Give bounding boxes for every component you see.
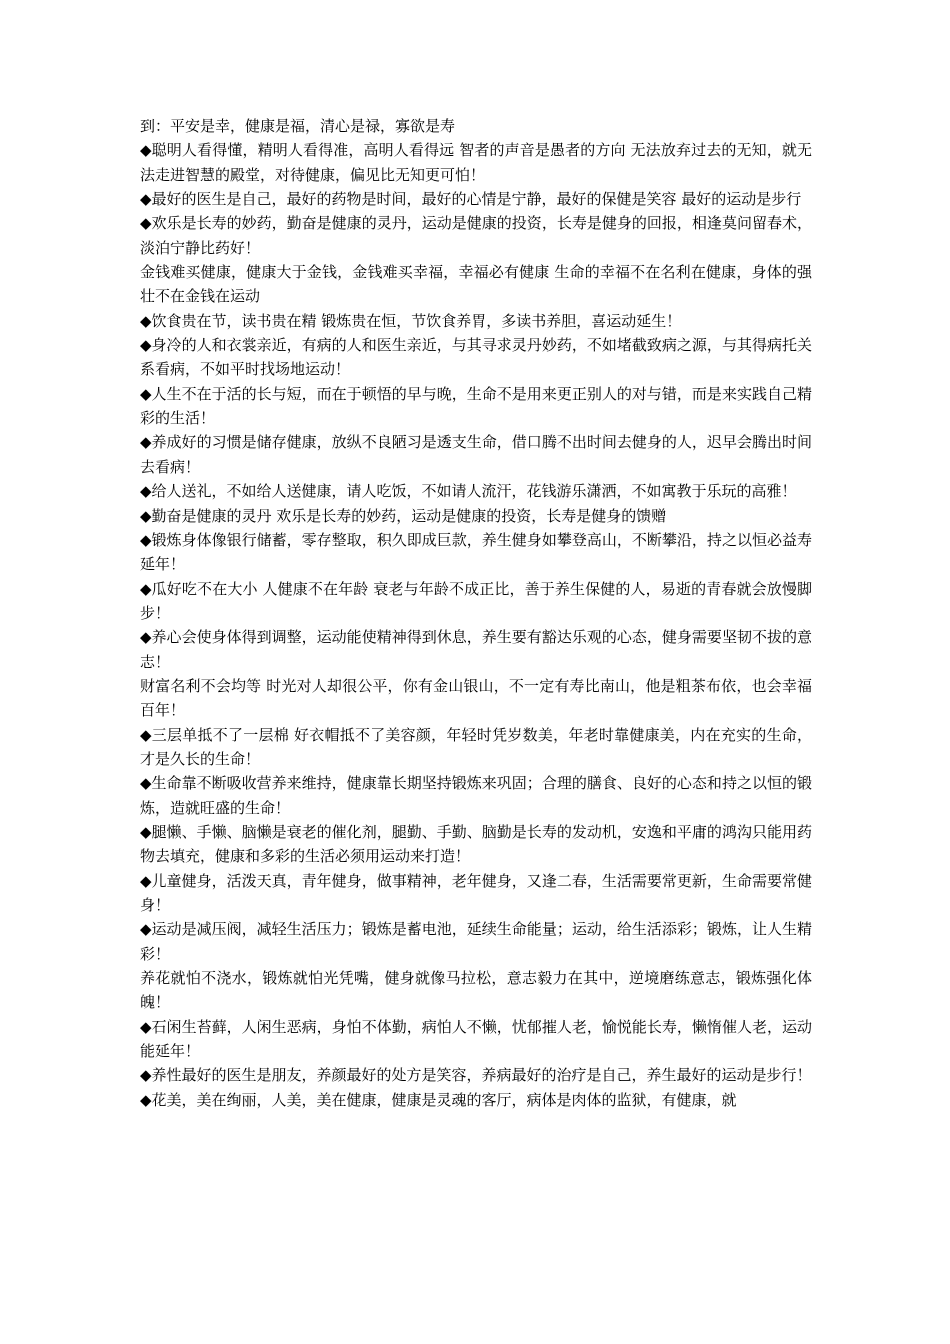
paragraph-17: ◆生命靠不断吸收营养来维持，健康靠长期坚持锻炼来巩固；合理的膳食、良好的心态和持之以恒的锻炼，造就旺盛的生命！ [140,774,812,817]
paragraph-24: ◆花美，美在绚丽，人美，美在健康，健康是灵魂的客厅，病体是肉体的监狱，有健康，就 [140,1090,737,1109]
paragraph-16: ◆三层单抵不了一层棉 好衣帽抵不了美容颜，年轻时凭岁数美，年老时靠健康美，内在充实的生命，才是久长的生命！ [140,725,812,768]
paragraph-20: ◆运动是减压阀，减轻生活压力；锻炼是蓄电池，延续生命能量；运动，给生活添彩；锻炼，让人生精彩！ [140,920,812,963]
paragraph-21: 养花就怕不浇水，锻炼就怕光凭嘴，健身就像马拉松，意志毅力在其中，逆境磨练意志，锻炼强化体魄！ [140,969,812,1012]
paragraph-1: 到：平安是幸，健康是福，清心是禄，寡欲是寿 [140,117,456,135]
paragraph-7: ◆身冷的人和衣裳亲近，有病的人和医生亲近，与其寻求灵丹妙药，不如堵截致病之源，与其得病托关系看病，不如平时找场地运动！ [140,336,812,379]
paragraph-2: ◆聪明人看得懂，精明人看得准，高明人看得远 智者的声音是愚者的方向 无法放弃过去的无知，就无法走进智慧的殿堂，对待健康，偏见比无知更可怕！ [140,141,812,184]
paragraph-9: ◆养成好的习惯是储存健康，放纵不良陋习是透支生命，借口腾不出时间去健身的人，迟早会腾出时间去看病！ [140,433,812,476]
document-body [140,114,812,1112]
paragraph-11: ◆勤奋是健康的灵丹 欢乐是长寿的妙药，运动是健康的投资，长寿是健身的馈赠 [140,506,667,525]
paragraph-23: ◆养性最好的医生是朋友，养颜最好的处方是笑容，养病最好的治疗是自己，养生最好的运动是步行！ [140,1066,812,1085]
paragraph-6: ◆饮食贵在节，读书贵在精 锻炼贵在恒，节饮食养胃，多读书养胆，喜运动延生！ [140,311,682,330]
paragraph-8: ◆人生不在于活的长与短，而在于顿悟的早与晚，生命不是用来更正别人的对与错，而是来实践自己精彩的生活！ [140,384,812,428]
paragraph-15: 财富名利不会均等 时光对人却很公平，你有金山银山，不一定有寿比南山，他是粗茶布依，也会幸福百年！ [140,676,812,720]
paragraph-4: ◆欢乐是长寿的妙药，勤奋是健康的灵丹，运动是健康的投资，长寿是健身的回报，相逢莫问留春术，淡泊宁静比药好！ [140,214,812,257]
paragraph-3: ◆最好的医生是自己，最好的药物是时间，最好的心情是宁静，最好的保健是笑容 最好的运动是步行 [140,190,802,209]
paragraph-14: ◆养心会使身体得到调整，运动能使精神得到休息，养生要有豁达乐观的心态，健身需要坚韧不拔的意志！ [140,628,812,671]
paragraph-18: ◆腿懒、手懒、脑懒是衰老的催化剂，腿勤、手勤、脑勤是长寿的发动机，安逸和平庸的鸿沟只能用药物去填充，健康和多彩的生活必须用运动来打造！ [140,822,812,866]
paragraph-22: ◆石闲生苔藓，人闲生恶病，身怕不体勤，病怕人不懒，忧郁摧人老，愉悦能长寿，懒惰催人老，运动能延年！ [140,1017,812,1061]
paragraph-10: ◆给人送礼，不如给人送健康，请人吃饭，不如请人流汗，花钱游乐潇洒，不如寓教于乐玩的高雅！ [140,482,797,501]
paragraph-12: ◆锻炼身体像银行储蓄，零存整取，积久即成巨款，养生健身如攀登高山，不断攀沿，持之以恒必益寿延年！ [140,530,812,574]
paragraph-13: ◆瓜好吃不在大小 人健康不在年龄 衰老与年龄不成正比，善于养生保健的人，易逝的青春就会放慢脚步！ [140,579,812,622]
paragraph-5: 金钱难买健康，健康大于金钱，金钱难买幸福，幸福必有健康 生命的幸福不在名利在健康，身体的强壮不在金钱在运动 [140,263,812,306]
paragraph-19: ◆儿童健身，活泼天真，青年健身，做事精神，老年健身，又逢二春，生活需要常更新，生命需要常健身！ [140,871,812,914]
